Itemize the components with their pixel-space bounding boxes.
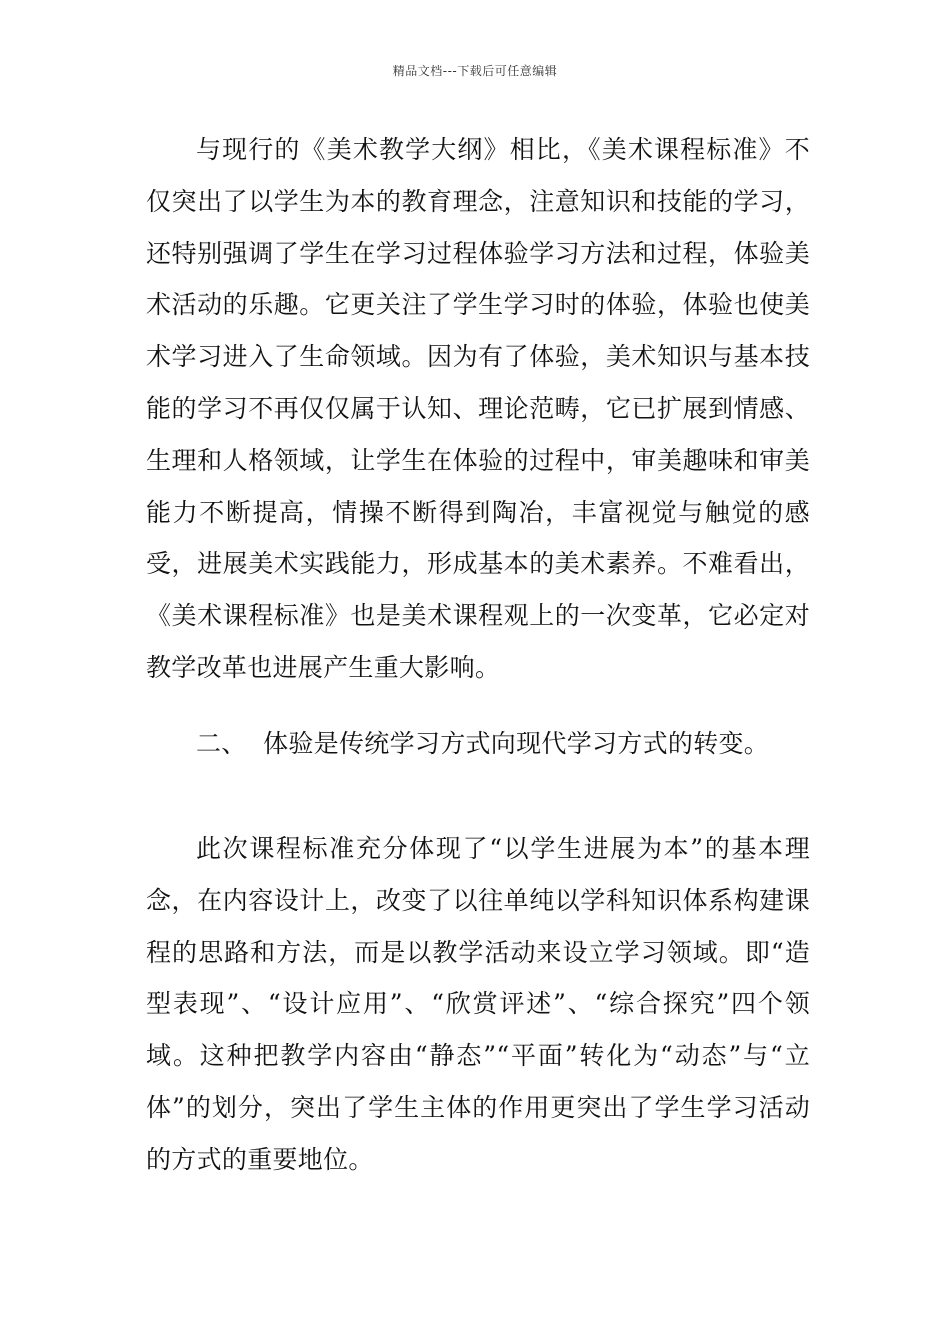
page-header: 精品文档---下载后可任意编辑 [392, 64, 558, 78]
paragraph-comparison: 与现行的《美术教学大纲》相比，《美术课程标准》不仅突出了以学生为本的教育理念，注意知识和技能的学习，还特别强调了学生在学习过程体验学习方法和过程，体验美术活动的乐趣。它更关注了学生学习时的体验，体验也使美术学习进入了生命领域。因为有了体验，美术知识与基本技能的学习不再仅仅属于认知、理论范畴，它已扩展到情感、生理和人格领域，让学生在体验的过程中，审美趣味和审美能力不断提高，情操不断得到陶冶，丰富视觉与触觉的感受，进展美术实践能力，形成基本的美术素养。不难看出，《美术课程标准》也是美术课程观上的一次变革，它必定对教学改革也进展产生重大影响。 [146, 135, 810, 682]
section-heading: 二、 体验是传统学习方式向现代学习方式的转变。 [196, 729, 770, 758]
paragraph-curriculum: 此次课程标准充分体现了“以学生进展为本”的基本理念，在内容设计上，改变了以往单纯以学科知识体系构建课程的思路和方法，而是以教学活动来设立学习领域。即“造型表现”、“设计应用”、“欣赏评述”、“综合探究”四个领域。这种把教学内容由“静态”“平面”转化为“动态”与“立体”的划分，突出了学生主体的作用更突出了学生学习活动的方式的重要地位。 [146, 834, 810, 1174]
